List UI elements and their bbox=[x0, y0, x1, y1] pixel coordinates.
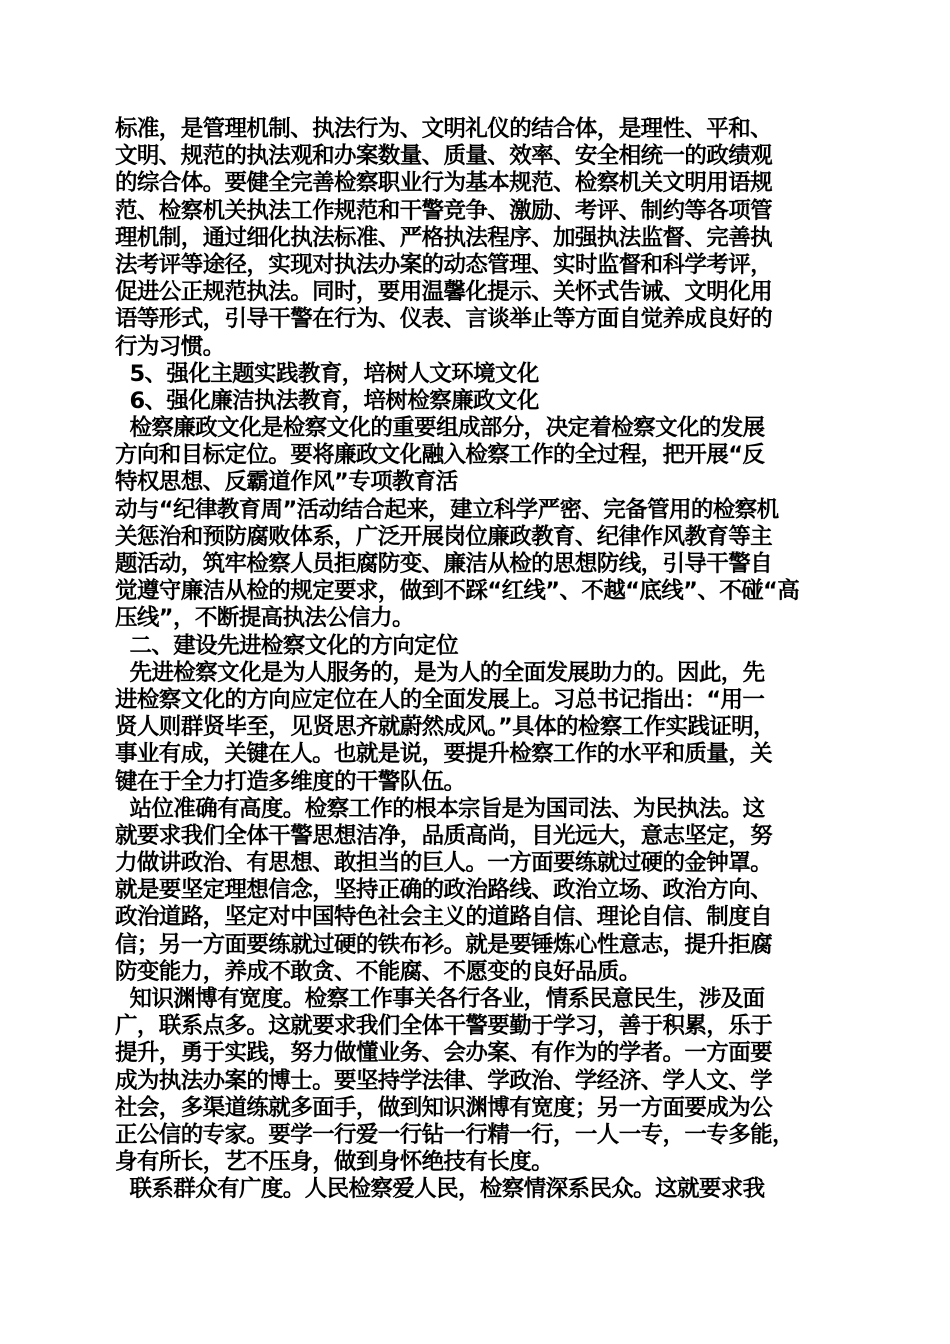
text-line: 6、强化廉洁执法教育，培树检察廉政文化 bbox=[115, 387, 539, 414]
text-line: 进检察文化的方向应定位在人的全面发展上。习总书记指出：“用一 bbox=[115, 686, 765, 713]
text-line: 语等形式，引导干警在行为、仪表、言谈举止等方面自觉养成良好的 bbox=[115, 306, 773, 333]
text-line: 贤人则群贤毕至，见贤思齐就蔚然成风。”具体的检察工作实践证明， bbox=[115, 714, 775, 741]
text-line: 压线”，不断提高执法公信力。 bbox=[115, 605, 414, 632]
text-line: 题活动，筑牢检察人员拒腐防变、廉洁从检的思想防线，引导干警自 bbox=[115, 551, 773, 577]
text-line: 动与“纪律教育周”活动结合起来，建立科学严密、完备管用的检察机 bbox=[115, 496, 779, 523]
text-line: 理机制，通过细化执法标准、严格执法程序、加强执法监督、完善执 bbox=[115, 224, 773, 251]
text-line: 提升，勇于实践，努力做懂业务、会办案、有作为的学者。一方面要 bbox=[115, 1040, 773, 1067]
document-body bbox=[115, 116, 845, 1204]
text-line: 关惩治和预防腐败体系，广泛开展岗位廉政教育、纪律作风教育等主 bbox=[115, 523, 773, 550]
text-line: 站位准确有高度。检察工作的根本宗旨是为国司法、为民执法。这 bbox=[115, 795, 765, 822]
text-line: 范、检察机关执法工作规范和干警竞争、激励、考评、制约等各项管 bbox=[115, 197, 773, 224]
text-line: 身有所长，艺不压身，做到身怀绝技有长度。 bbox=[115, 1149, 554, 1176]
text-line: 5、强化主题实践教育，培树人文环境文化 bbox=[115, 360, 539, 387]
text-line: 成为执法办案的博士。要坚持学法律、学政治、学经济、学人文、学 bbox=[115, 1067, 773, 1094]
text-line: 方向和目标定位。要将廉政文化融入检察工作的全过程，把开展“反 bbox=[115, 442, 765, 469]
text-line: 检察廉政文化是检察文化的重要组成部分，决定着检察文化的发展 bbox=[115, 415, 765, 442]
text-line: 文明、规范的执法观和办案数量、质量、效率、安全相统一的政绩观 bbox=[115, 143, 773, 170]
text-line: 二、建设先进检察文化的方向定位 bbox=[115, 632, 458, 659]
text-line: 正公信的专家。要学一行爱一行钻一行精一行，一人一专，一专多能， bbox=[115, 1121, 794, 1148]
text-line: 行为习惯。 bbox=[115, 333, 225, 360]
text-line: 先进检察文化是为人服务的，是为人的全面发展助力的。因此，先 bbox=[115, 659, 765, 686]
text-line: 力做讲政治、有思想、敢担当的巨人。一方面要练就过硬的金钟罩。 bbox=[115, 850, 773, 877]
text-line: 知识渊博有宽度。检察工作事关各行各业，情系民意民生，涉及面 bbox=[115, 986, 765, 1012]
text-line: 社会，多渠道练就多面手，做到知识渊博有宽度；另一方面要成为公 bbox=[115, 1094, 773, 1121]
text-line: 促进公正规范执法。同时，要用温馨化提示、关怀式告诫、文明化用 bbox=[115, 279, 773, 306]
text-line: 特权思想、反霸道作风”专项教育活 bbox=[115, 469, 458, 496]
text-line: 的综合体。要健全完善检察职业行为基本规范、检察机关文明用语规 bbox=[115, 170, 773, 197]
text-line: 就是要坚定理想信念，坚持正确的政治路线、政治立场、政治方向、 bbox=[115, 877, 773, 904]
text-line: 就要求我们全体干警思想洁净，品质高尚，目光远大，意志坚定，努 bbox=[115, 822, 773, 849]
text-line: 觉遵守廉洁从检的规定要求，做到不踩“红线”、不越“底线”、不碰“高 bbox=[115, 578, 800, 605]
text-line: 广，联系点多。这就要求我们全体干警要勤于学习，善于积累，乐于 bbox=[115, 1013, 773, 1040]
text-line: 防变能力，养成不敢贪、不能腐、不愿变的良好品质。 bbox=[115, 958, 641, 985]
text-line: 政治道路，坚定对中国特色社会主义的道路自信、理论自信、制度自 bbox=[115, 904, 773, 931]
text-line: 法考评等途径，实现对执法办案的动态管理、实时监督和科学考评， bbox=[115, 251, 773, 278]
text-line: 联系群众有广度。人民检察爱人民，检察情深系民众。这就要求我 bbox=[115, 1176, 765, 1203]
text-line: 标准，是管理机制、执法行为、文明礼仪的结合体，是理性、平和、 bbox=[115, 116, 773, 142]
text-line: 信；另一方面要练就过硬的铁布衫。就是要锤炼心性意志，提升拒腐 bbox=[115, 931, 773, 958]
text-line: 事业有成，关键在人。也就是说，要提升检察工作的水平和质量，关 bbox=[115, 741, 773, 768]
text-line: 键在于全力打造多维度的干警队伍。 bbox=[115, 768, 466, 795]
